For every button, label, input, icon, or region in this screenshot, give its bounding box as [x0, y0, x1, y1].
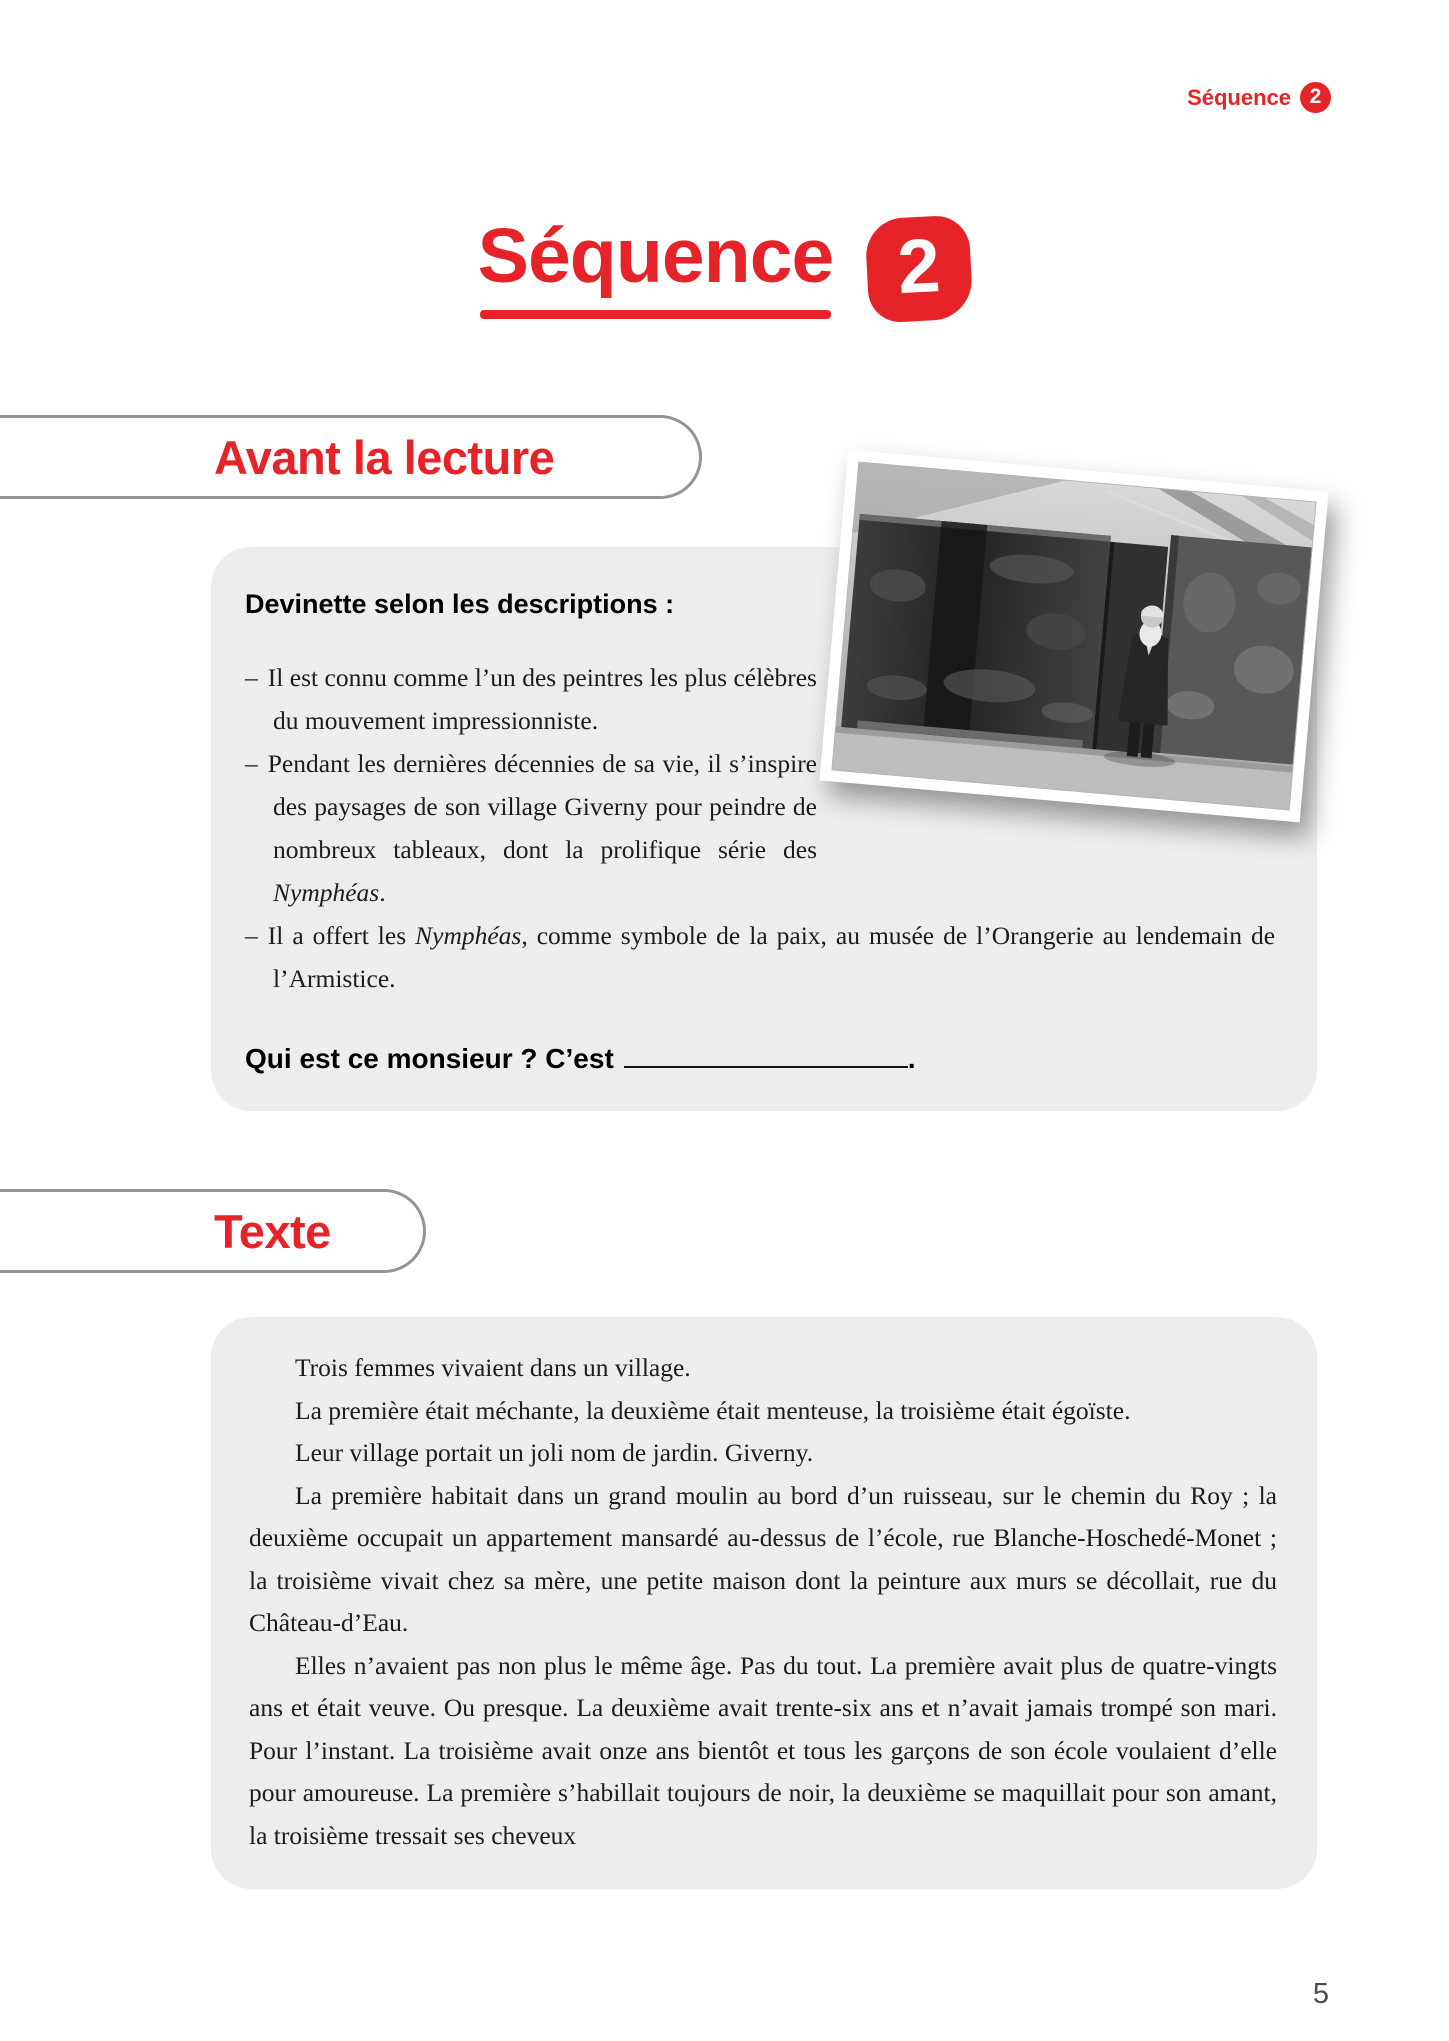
paragraph: Leur village portait un joli nom de jardin. Giverny.: [295, 1438, 814, 1467]
title-text: Séquence: [477, 213, 834, 299]
main-title: [0, 212, 1449, 325]
title-number-badge: 2: [865, 214, 974, 323]
clue-text: Il a offert les Nymphéas, comme symbole de la paix, au musée de l’Orangerie au lendemain de l’Armistice.: [267, 921, 1276, 993]
corner-sequence-label: Séquence: [1187, 84, 1291, 110]
paragraph: Trois femmes vivaient dans un village.: [295, 1353, 691, 1382]
title-word: [478, 212, 834, 325]
clue-dash: –: [245, 921, 258, 950]
monet-photo-illustration: [831, 462, 1316, 811]
question-text: Qui est ce monsieur ? C’est: [245, 1043, 614, 1074]
title-underline: [480, 310, 832, 319]
clue-item: [245, 742, 817, 914]
clue-text: Pendant les dernières décennies de sa vie, il s’inspire des paysages de son village Giverny pour peindre de nombreux tableaux, dont la prolifique série des Nymphéas.: [267, 749, 817, 907]
text-box: [211, 1317, 1317, 1889]
section-heading-avant-la-lecture: [0, 415, 702, 499]
paragraph: La première était méchante, la deuxième était menteuse, la troisième était égoïste.: [295, 1395, 1131, 1425]
corner-sequence-badge: 2: [1300, 82, 1331, 113]
section-heading-texte: [0, 1189, 426, 1273]
paragraph: La première habitait dans un grand moulin au bord d’un ruisseau, sur le chemin du Roy ; la deuxième occupait un appartement mansardé au-dessus de l’école, rue Blanche-Hoschedé-Monet ; la troisième vivait chez sa mère, une petite maison dont la peinture aux murs se décollait, rue du Château-d’Eau.: [249, 1480, 1277, 1637]
answer-blank: [624, 1040, 908, 1068]
question: [245, 1040, 1275, 1075]
question-period: .: [907, 1043, 916, 1074]
clue-text: Il est connu comme l’un des peintres les plus célèbres du mouvement impressionniste.: [267, 663, 817, 735]
clue-item: [245, 914, 1275, 1000]
monet-photo: [819, 450, 1328, 823]
clue-dash: –: [245, 663, 258, 692]
clue-dash: –: [245, 749, 258, 778]
page-number: 5: [1312, 1978, 1329, 2010]
clue-item: [245, 656, 817, 742]
avant-heading-label: Avant la lecture: [214, 430, 555, 484]
paragraph: Elles n’avaient pas non plus le même âge. Pas du tout. La première avait plus de quatre-vingts ans et était veuve. Ou presque. La deuxième avait trente-six ans et n’avait jamais trompé son mari. Pour l’instant. La troisième avait onze ans bientôt et tous les garçons de son école voulaient d’elle pour amoureuse. La première s’habillait toujours de noir, la deuxième se maquillait pour son amant, la troisième tressait ses cheveux: [249, 1650, 1277, 1850]
devinette-title: Devinette selon les descriptions :: [245, 589, 675, 619]
texte-heading-label: Texte: [214, 1204, 331, 1258]
corner-header: [1187, 82, 1331, 113]
